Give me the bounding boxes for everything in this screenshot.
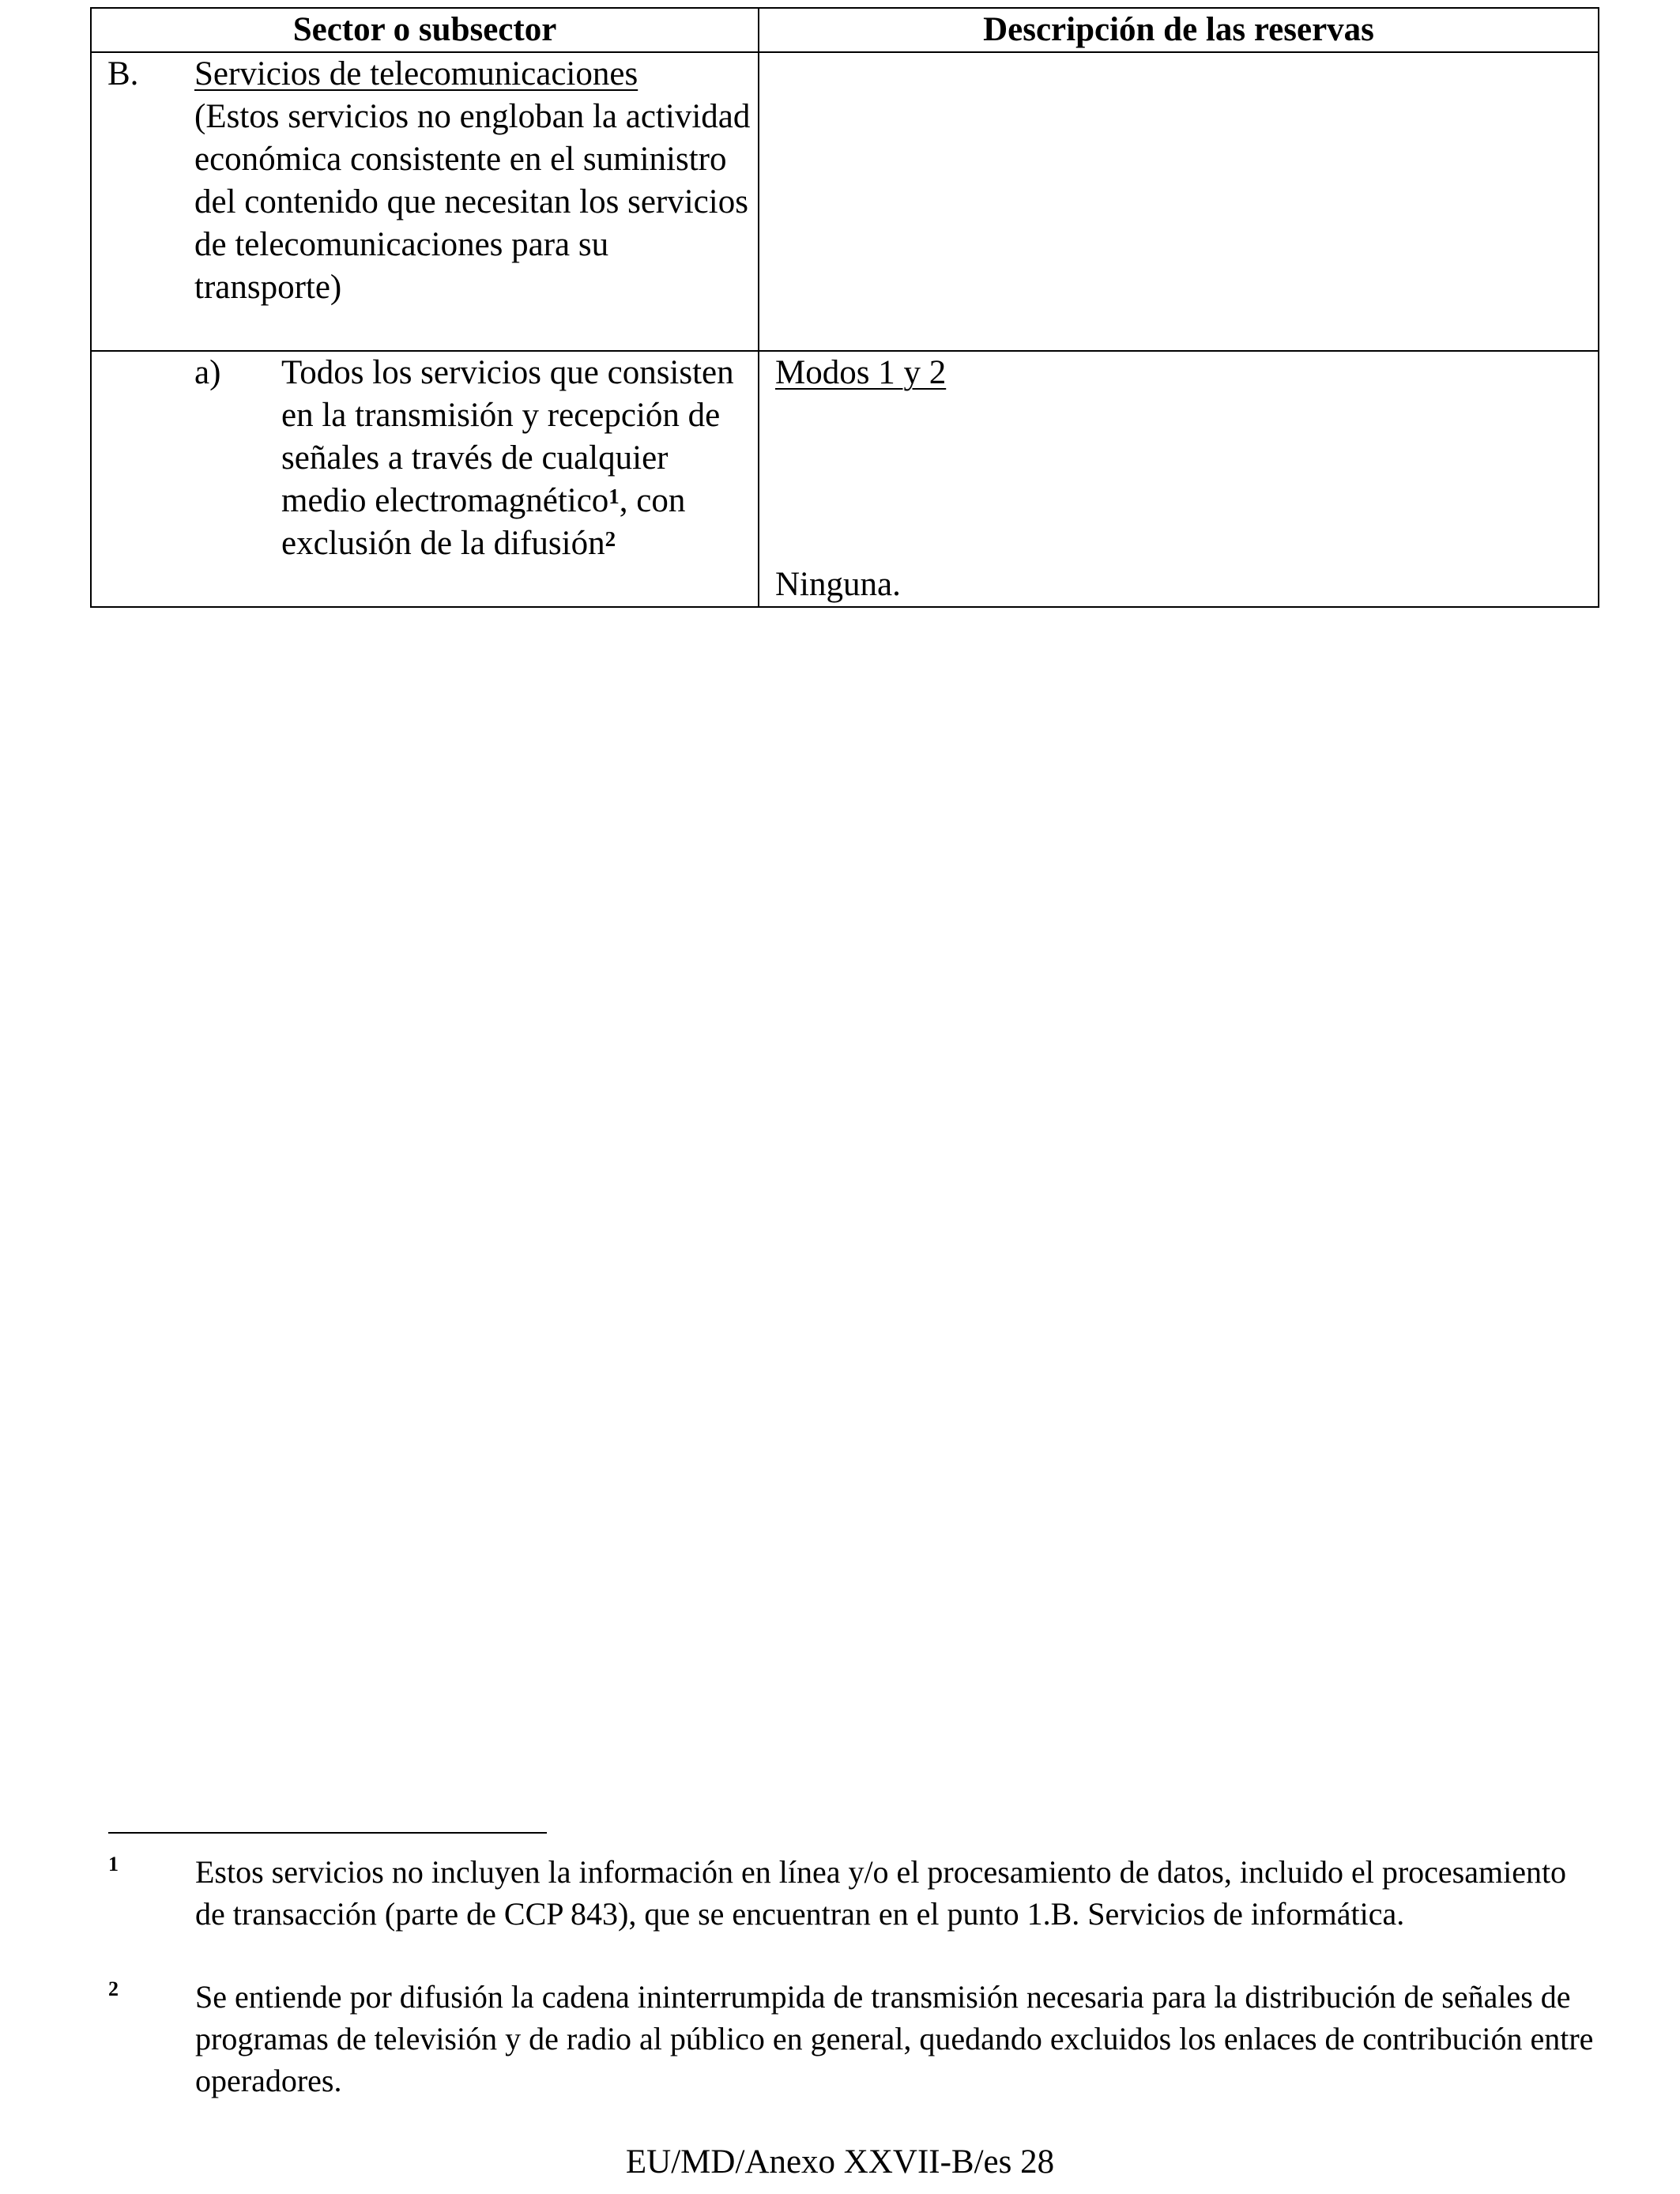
- page-identifier: EU/MD/Anexo XXVII-B/es 28: [625, 2143, 1055, 2181]
- section-text: [194, 53, 755, 309]
- footnote-ref-1[interactable]: 1: [608, 484, 620, 508]
- section-cell: [91, 52, 759, 351]
- reservations-table: [90, 7, 1599, 608]
- subsector-text: [281, 352, 755, 565]
- modes-heading: Modos 1 y 2: [775, 354, 947, 391]
- section-description: (Estos servicios no engloban la actividad económica consistente en el suministro del contenido que necesitan los servicios de telecomunicaciones para su transporte): [194, 98, 751, 306]
- table-header-row: [91, 8, 1599, 52]
- section-description-cell: [759, 52, 1599, 351]
- footnote-text: Se entiende por difusión la cadena ininterrumpida de transmisión necesaria para la distribución de señales de programas de televisión y de radio al público en general, quedando excluidos los enlaces de contribución entre operadores.: [195, 1979, 1594, 2098]
- footnote-number: 1: [108, 1853, 119, 1875]
- subsector-description-cell: [759, 351, 1599, 607]
- footnote-ref-2[interactable]: 2: [605, 527, 616, 551]
- header-sector: Sector o subsector: [91, 8, 759, 52]
- subsector-label: a): [194, 354, 221, 391]
- section-label: B.: [107, 55, 139, 92]
- reservation-text: Ninguna.: [775, 566, 901, 603]
- header-description: Descripción de las reservas: [759, 8, 1599, 52]
- footnote-text: Estos servicios no incluyen la información en línea y/o el procesamiento de datos, incluido el procesamiento de transacción (parte de CCP 843), que se encuentran en el punto 1.B. Servicios de informática.: [195, 1854, 1567, 1932]
- subsector-cell: [91, 351, 759, 607]
- subsector-text-part1: Todos los servicios que consisten en la transmisión y recepción de señales a través de cualquier medio electromagnético: [281, 354, 734, 519]
- section-title: Servicios de telecomunicaciones: [194, 55, 638, 92]
- subsector-text-part2: , con exclusión de la difusión: [281, 482, 686, 562]
- footnote-separator: [108, 1832, 547, 1834]
- table-row-section: [91, 52, 1599, 351]
- table-row-subsector: [91, 351, 1599, 607]
- footnote-number: 2: [108, 1977, 119, 2000]
